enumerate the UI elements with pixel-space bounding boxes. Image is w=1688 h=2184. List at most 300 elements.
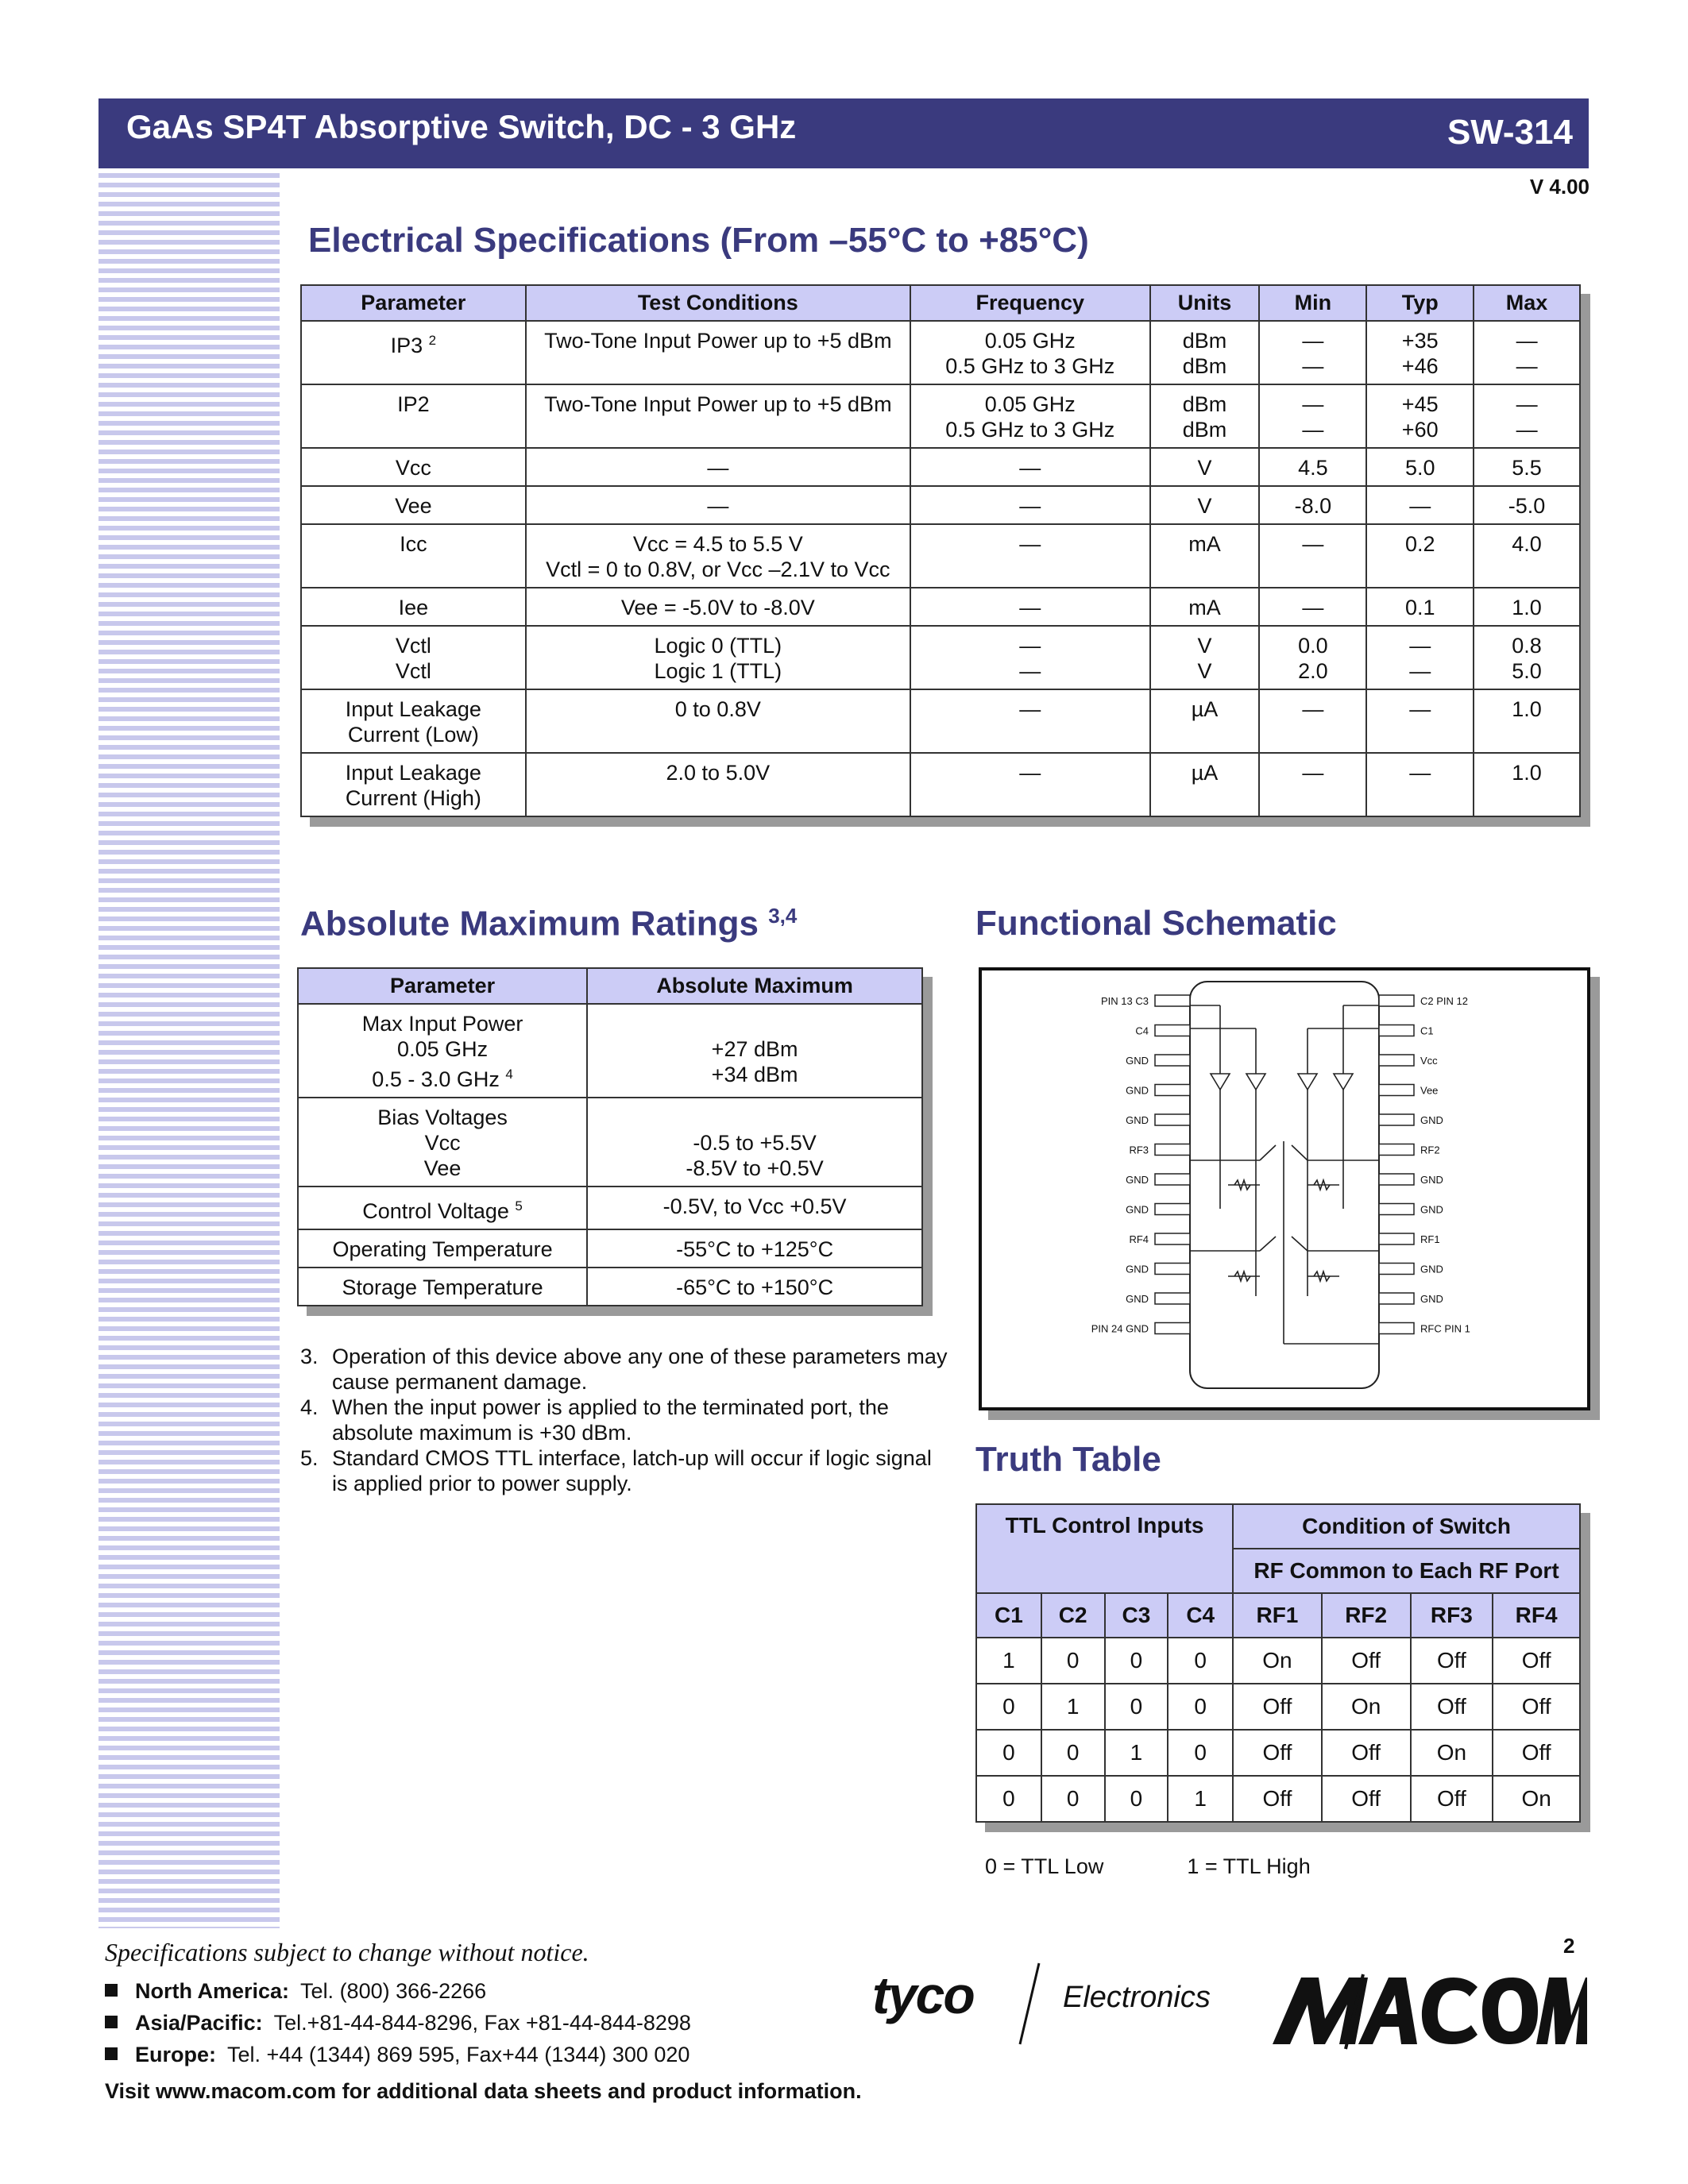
truth-column-header-text: RF3 [1430,1603,1473,1627]
absolute-max-table [297,967,923,1306]
rating-value-text: -65°C to +150°C [676,1275,834,1299]
truth-cell-text: 0 [1066,1648,1080,1673]
schematic-pin [1126,1174,1190,1186]
column-header [1150,285,1260,321]
document-title: GaAs SP4T Absorptive Switch, DC - 3 GHz [126,108,797,145]
truth-cell [1105,1684,1168,1730]
spec-cell-typ [1366,588,1474,626]
schematic-pin [1126,1204,1190,1216]
spec-cell-cond-text: Vcc = 4.5 to 5.5 V Vctl = 0 to 0.8V, or Vcc –2.1V to Vcc [546,532,890,581]
spec-cell-max [1474,524,1580,588]
macom-logo-mark [1269,1971,1587,2051]
rating-row [298,1004,922,1098]
spec-cell-units-text: V [1197,494,1212,518]
rating-value [587,1229,922,1268]
pin-label: GND [1126,1174,1149,1186]
column-header-text: Typ [1401,291,1439,314]
truth-cell-text: Off [1521,1694,1551,1719]
footnote-ref: 5 [515,1198,523,1214]
pin-label: RF2 [1420,1144,1440,1156]
spec-cell-max-text: 0.8 5.0 [1512,634,1542,683]
truth-column-header [1233,1593,1322,1638]
truth-cell-text: On [1350,1694,1381,1719]
truth-column-header [976,1593,1041,1638]
spec-cell-cond [526,588,910,626]
spec-cell-param [301,588,526,626]
spec-cell-typ [1366,689,1474,753]
spec-cell-param-text: Iee [398,596,429,619]
spec-row [301,384,1580,448]
spec-row [301,588,1580,626]
spec-cell-cond [526,524,910,588]
spec-cell-units-text: mA [1188,532,1221,556]
column-header-text: Absolute Maximum [656,974,853,997]
rating-value [587,1187,922,1229]
schematic-pin [1129,1233,1190,1245]
spec-cell-min-text: — [1302,532,1324,556]
spec-cell-min [1259,384,1366,448]
spec-cell-param [301,524,526,588]
spec-cell-cond-text: Logic 0 (TTL) Logic 1 (TTL) [654,634,782,683]
truth-cell-text: Off [1262,1740,1292,1765]
spec-cell-param-text: Vcc [395,456,431,480]
truth-cell-text: 0 [1002,1694,1015,1719]
truth-cell-text: Off [1521,1740,1551,1765]
truth-cell-text: 0 [1194,1694,1207,1719]
page-number: 2 [1563,1934,1575,1958]
rating-parameter-text: Operating Temperature [332,1237,553,1261]
spec-cell-min [1259,588,1366,626]
pin-label: Vcc [1420,1055,1438,1067]
truth-cell [1233,1730,1322,1776]
spec-cell-max [1474,486,1580,524]
schematic-diagram [982,970,1587,1407]
spec-cell-min [1259,524,1366,588]
rf-common-header: RF Common to Each RF Port [1233,1549,1580,1593]
spec-cell-max [1474,626,1580,689]
spec-cell-typ [1366,486,1474,524]
spec-cell-min-text: — [1302,697,1324,721]
rating-parameter-text: Storage Temperature [342,1275,543,1299]
schematic-pin [1379,1293,1443,1305]
truth-cell [1041,1730,1105,1776]
truth-cell [976,1730,1041,1776]
pin-label: GND [1126,1263,1149,1275]
schematic-pin [1091,1323,1190,1335]
switch-condition-header: Condition of Switch [1233,1504,1580,1549]
spec-cell-param-text: Input Leakage Current (High) [345,761,481,810]
schematic-pin [1379,1323,1470,1335]
note-number: 5. [300,1446,319,1470]
spec-cell-cond [526,626,910,689]
schematic-pin [1379,1144,1440,1156]
logo-slash-icon [1014,1960,1045,2047]
macom-logo [1269,1971,1587,2051]
column-header [587,968,922,1004]
pin-label: C1 [1420,1024,1434,1037]
version-label: V 4.00 [1529,175,1590,199]
spec-cell-freq [910,448,1150,486]
truth-cell-text: On [1436,1740,1467,1765]
truth-row [976,1730,1580,1776]
column-header [1474,285,1580,321]
spec-cell-param [301,448,526,486]
truth-column-header [1041,1593,1105,1638]
truth-cell [1233,1684,1322,1730]
spec-cell-units [1150,588,1260,626]
spec-cell-cond [526,321,910,384]
spec-cell-typ [1366,524,1474,588]
truth-column-header-text: C3 [1122,1603,1151,1627]
truth-column-header-text: RF2 [1345,1603,1388,1627]
truth-column-header-text: C1 [994,1603,1023,1627]
spec-cell-max-text: 1.0 [1512,596,1542,619]
spec-row [301,753,1580,816]
truth-cell [1168,1776,1233,1822]
pin-label: GND [1420,1114,1443,1126]
truth-column-header-text: RF4 [1515,1603,1558,1627]
rating-value-text: -55°C to +125°C [676,1237,834,1261]
spec-cell-cond [526,448,910,486]
truth-table-heading: Truth Table [975,1440,1161,1479]
chip-body [1190,982,1379,1388]
truth-cell-text: 1 [1130,1740,1143,1765]
spec-cell-freq [910,321,1150,384]
truth-cell-text: 1 [1066,1694,1080,1719]
pin-label: GND [1126,1114,1149,1126]
right-pin-group [1379,995,1470,1335]
spec-cell-min-text: — [1302,596,1324,619]
rating-value [587,1268,922,1306]
note-item [300,1445,952,1496]
pin-label: GND [1420,1174,1443,1186]
spec-cell-typ-text: — [1409,494,1431,518]
spec-cell-freq [910,753,1150,816]
spec-cell-min-text: 4.5 [1298,456,1328,480]
truth-table [975,1503,1581,1823]
spec-cell-param-text: Icc [400,532,427,556]
spec-cell-max-text: 4.0 [1512,532,1542,556]
rating-parameter [298,1004,587,1098]
truth-cell-text: Off [1351,1648,1381,1673]
pin-label: RF4 [1129,1233,1149,1245]
truth-cell-text: Off [1351,1786,1381,1811]
pin-label: GND [1420,1293,1443,1305]
spec-cell-max [1474,753,1580,816]
spec-cell-freq-text: — [1019,456,1041,480]
spec-cell-freq [910,588,1150,626]
spec-cell-freq [910,384,1150,448]
truth-cell [1411,1730,1493,1776]
spec-cell-units [1150,689,1260,753]
spec-cell-cond-text: Vee = -5.0V to -8.0V [620,596,815,619]
spec-cell-param [301,753,526,816]
truth-cell [1322,1776,1411,1822]
schematic-pin [1126,1055,1190,1067]
spec-cell-freq-text: — — [1019,634,1041,683]
pin-label: C4 [1135,1024,1149,1037]
pin-label: RF3 [1129,1144,1149,1156]
spec-cell-max-text: — — [1516,329,1538,378]
truth-cell-text: Off [1262,1694,1292,1719]
truth-column-header [1411,1593,1493,1638]
note-text: Operation of this device above any one of these parameters may cause permanent damage. [332,1345,948,1394]
truth-cell [1168,1684,1233,1730]
truth-column-header [1105,1593,1168,1638]
spec-cell-cond-text: — [707,494,729,518]
truth-cell [1041,1684,1105,1730]
truth-row [976,1684,1580,1730]
column-header-text: Units [1177,291,1232,314]
truth-cell [1322,1684,1411,1730]
truth-cell-text: Off [1262,1786,1292,1811]
schematic-pin [1379,1085,1438,1097]
spec-cell-cond [526,384,910,448]
column-header [1259,285,1366,321]
spec-cell-freq-text: — [1019,596,1041,619]
spec-cell-typ [1366,321,1474,384]
spec-cell-param [301,689,526,753]
spec-cell-freq [910,689,1150,753]
spec-cell-units [1150,486,1260,524]
column-header-text: Max [1505,291,1548,314]
spec-cell-freq [910,486,1150,524]
schematic-pin [1379,1114,1443,1126]
contact-europe: Europe: Tel. +44 (1344) 869 595, Fax+44 (1344) 300 020 [105,2043,689,2067]
spec-cell-min [1259,448,1366,486]
column-header-text: Frequency [975,291,1085,314]
spec-cell-max-text: 5.5 [1512,456,1542,480]
truth-cell [1411,1684,1493,1730]
decorative-stripe [98,173,280,1928]
truth-cell [976,1776,1041,1822]
spec-row [301,448,1580,486]
spec-cell-freq [910,626,1150,689]
schematic-pin [1135,1025,1190,1037]
absolute-max-notes [300,1344,952,1496]
pin-label: GND [1126,1293,1149,1305]
spec-cell-max-text: — — [1516,392,1538,442]
pin-label: GND [1126,1055,1149,1067]
spec-cell-typ [1366,753,1474,816]
truth-cell-text: 0 [1130,1694,1143,1719]
spec-cell-freq [910,524,1150,588]
spec-cell-units-text: dBm dBm [1182,392,1227,442]
note-item [300,1395,952,1445]
ttl-high-legend: 1 = TTL High [1187,1854,1311,1878]
bullet-icon [105,1984,118,1997]
spec-cell-min [1259,321,1366,384]
rating-parameter-text: Max Input Power 0.05 GHz 0.5 - 3.0 GHz [361,1012,523,1091]
truth-cell [1493,1638,1580,1684]
spec-row [301,321,1580,384]
spec-cell-typ-text: +45 +60 [1401,392,1439,442]
schematic-pin [1379,1204,1443,1216]
spec-cell-max [1474,384,1580,448]
schematic-pin [1379,1025,1434,1037]
truth-cell-text: On [1262,1648,1292,1673]
pin-label: Vee [1420,1084,1439,1097]
truth-cell-text: Off [1351,1740,1381,1765]
schematic-pin [1126,1114,1190,1126]
truth-cell-text: 0 [1130,1648,1143,1673]
truth-row [976,1638,1580,1684]
electrical-spec-table [300,284,1581,817]
rating-parameter [298,1229,587,1268]
truth-cell-text: Off [1436,1648,1466,1673]
spec-cell-units [1150,753,1260,816]
spec-row [301,524,1580,588]
electrical-spec-heading: Electrical Specifications (From –55°C to +85°C) [308,221,1089,260]
spec-cell-param-text: Vctl Vctl [395,634,431,683]
ttl-inputs-header: TTL Control Inputs [976,1504,1233,1593]
note-text: When the input power is applied to the terminated port, the absolute maximum is +30 dBm. [332,1395,889,1445]
note-number: 3. [300,1345,319,1368]
column-header [1366,285,1474,321]
bullet-icon [105,2047,118,2060]
spec-cell-typ-text: 0.1 [1404,596,1435,619]
spec-cell-typ [1366,384,1474,448]
pin-label: C2 PIN 12 [1420,995,1468,1007]
truth-cell [1168,1638,1233,1684]
schematic-pin [1126,1264,1190,1275]
column-header [301,285,526,321]
spec-cell-typ-text: 5.0 [1404,456,1435,480]
spec-cell-typ [1366,626,1474,689]
absolute-max-heading: Absolute Maximum Ratings $^{3,4}$ [300,904,798,943]
truth-cell [1105,1730,1168,1776]
spec-cell-units-text: V V [1197,634,1212,683]
truth-cell [1233,1776,1322,1822]
spec-cell-min [1259,689,1366,753]
spec-cell-min [1259,486,1366,524]
pin-label: RFC PIN 1 [1420,1322,1470,1335]
spec-cell-max-text: 1.0 [1512,761,1542,785]
truth-cell [1493,1776,1580,1822]
pin-label: GND [1126,1084,1149,1097]
spec-cell-min-text: — — [1302,392,1324,442]
spec-cell-typ-text: 0.2 [1404,532,1435,556]
spec-cell-freq-text: — [1019,532,1041,556]
spec-cell-units-text: V [1197,456,1212,480]
footnote-ref: 2 [428,333,437,348]
column-header-text: Min [1294,291,1332,314]
truth-cell-text: 1 [1002,1648,1015,1673]
schematic-pin [1379,1264,1443,1275]
spec-cell-max-text: 1.0 [1512,697,1542,721]
truth-cell [1105,1638,1168,1684]
spec-cell-param [301,321,526,384]
spec-cell-min-text: -8.0 [1294,494,1332,518]
column-header-text: Parameter [390,974,496,997]
truth-cell [1411,1638,1493,1684]
spec-cell-typ-text: — [1409,697,1431,721]
spec-cell-max [1474,321,1580,384]
spec-cell-max-text: -5.0 [1508,494,1546,518]
spec-row [301,486,1580,524]
column-header-text: Test Conditions [637,291,798,314]
truth-cell [1168,1730,1233,1776]
note-number: 4. [300,1395,319,1419]
truth-column-header [1493,1593,1580,1638]
column-header [526,285,910,321]
schematic-pin [1129,1144,1190,1156]
column-header [298,968,587,1004]
spec-cell-units [1150,626,1260,689]
spec-cell-param-text: IP3 [390,334,423,357]
header-bar [98,98,1589,168]
truth-cell-text: Off [1521,1648,1551,1673]
spec-cell-param-text: Input Leakage Current (Low) [345,697,481,747]
schematic-pin [1379,1055,1438,1067]
rating-value-text: -0.5 to +5.5V -8.5V to +0.5V [686,1131,824,1180]
schematic-pin [1379,1174,1443,1186]
contact-asia-pacific: Asia/Pacific: Tel.+81-44-844-8296, Fax +81-44-844-8298 [105,2011,691,2035]
note-item [300,1344,952,1395]
truth-cell-text: Off [1436,1694,1466,1719]
rating-parameter-text: Bias Voltages Vcc Vee [377,1106,508,1180]
truth-cell-text: 0 [1002,1786,1015,1811]
pin-label: GND [1126,1203,1149,1216]
spec-cell-max [1474,689,1580,753]
rating-value [587,1098,922,1187]
schematic-pin [1126,1085,1190,1097]
rating-row [298,1187,922,1229]
internal-circuit [1190,1005,1379,1344]
spec-cell-typ-text: — [1409,761,1431,785]
spec-row [301,689,1580,753]
column-header [910,285,1150,321]
electronics-wordmark: Electronics [1063,1981,1211,2014]
column-header-text: Parameter [361,291,466,314]
pin-label: RF1 [1420,1233,1440,1245]
truth-cell [1493,1730,1580,1776]
ttl-low-legend: 0 = TTL Low [985,1854,1104,1878]
truth-column-header-text: C2 [1058,1603,1087,1627]
truth-cell-text: 0 [1194,1648,1207,1673]
spec-cell-cond [526,753,910,816]
truth-cell [1041,1638,1105,1684]
truth-cell-text: 0 [1194,1740,1207,1765]
spec-cell-max [1474,448,1580,486]
spec-cell-freq-text: — [1019,494,1041,518]
truth-cell [1322,1638,1411,1684]
truth-cell [1411,1776,1493,1822]
truth-column-header-text: RF1 [1256,1603,1299,1627]
spec-cell-units-text: dBm dBm [1182,329,1227,378]
spec-cell-cond-text: Two-Tone Input Power up to +5 dBm [544,392,892,416]
spec-cell-units [1150,384,1260,448]
truth-cell-text: Off [1436,1786,1466,1811]
spec-cell-cond [526,689,910,753]
ttl-legend [985,1854,1311,1879]
spec-cell-freq-text: 0.05 GHz 0.5 GHz to 3 GHz [945,392,1115,442]
schematic-pin [1379,995,1468,1007]
spec-cell-cond-text: 0 to 0.8V [674,697,761,721]
spec-cell-units [1150,448,1260,486]
spec-cell-min-text: 0.0 2.0 [1298,634,1328,683]
truth-cell [1041,1776,1105,1822]
rating-parameter [298,1268,587,1306]
schematic-pin [1126,1293,1190,1305]
pin-label: PIN 13 C3 [1101,995,1149,1007]
spec-cell-cond-text: Two-Tone Input Power up to +5 dBm [544,329,892,353]
spec-cell-typ-text: +35 +46 [1401,329,1439,378]
bullet-icon [105,2016,118,2028]
schematic-pin [1101,995,1190,1007]
spec-cell-param-text: Vee [395,494,432,518]
truth-cell-text: 1 [1194,1786,1207,1811]
